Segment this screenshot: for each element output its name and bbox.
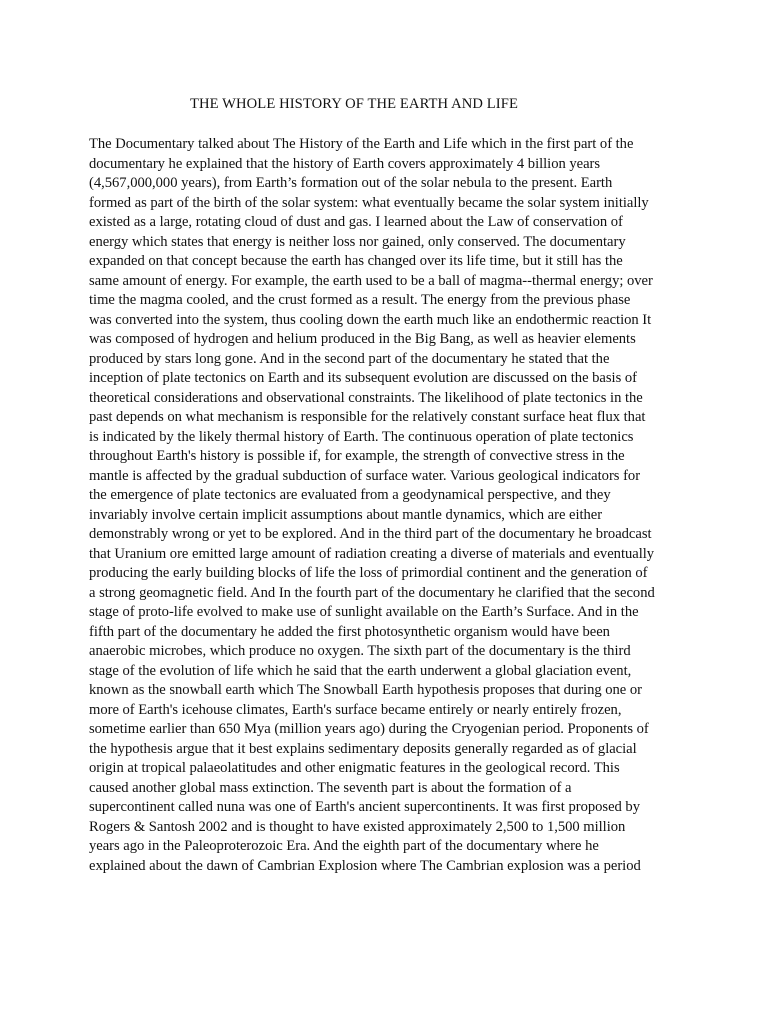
body-text-line: the emergence of plate tectonics are evaluated from a geodynamical perspective, and they xyxy=(89,487,611,503)
body-text-line: throughout Earth's history is possible if, for example, the strength of convective stress in the xyxy=(89,448,625,464)
body-text-line: that Uranium ore emitted large amount of radiation creating a diverse of materials and eventually xyxy=(89,545,655,562)
body-text-line: the hypothesis argue that it best explains sedimentary deposits generally regarded as of glacial xyxy=(89,740,637,757)
body-text-line: supercontinent called nuna was one of Earth's ancient supercontinents. It was first proposed by xyxy=(89,799,640,815)
body-text-line: known as the snowball earth which The Snowball Earth hypothesis proposes that during one or xyxy=(89,682,643,698)
body-text-line: stage of proto-life evolved to make use of sunlight available on the Earth’s Surface. And in the xyxy=(89,604,639,620)
body-text-line: explained about the dawn of Cambrian Explosion where The Cambrian explosion was a period xyxy=(89,857,641,874)
body-text-line: (4,567,000,000 years), from Earth’s formation out of the solar nebula to the present. Earth xyxy=(89,175,613,191)
body-text-line: fifth part of the documentary he added the first photosynthetic organism would have been xyxy=(89,623,610,640)
body-text-line: produced by stars long gone. And in the second part of the documentary he stated that the xyxy=(89,350,610,367)
body-text-line: years ago in the Paleoproterozoic Era. And the eighth part of the documentary where he xyxy=(89,838,599,854)
body-text-line: caused another global mass extinction. The seventh part is about the formation of a xyxy=(89,779,572,796)
body-text-line: past depends on what mechanism is responsible for the relatively constant surface heat flux that xyxy=(89,409,646,425)
body-text-line: documentary he explained that the history of Earth covers approximately 4 billion years xyxy=(89,155,601,172)
body-text-line: invariably involve certain implicit assumptions about mantle dynamics, which are either xyxy=(89,506,603,523)
body-text-line: more of Earth's icehouse climates, Earth's surface became entirely or nearly entirely frozen, xyxy=(89,701,622,718)
document-body xyxy=(89,135,689,876)
body-text-line: was converted into the system, thus cooling down the earth much like an endothermic reaction It xyxy=(89,311,652,328)
body-text-line: demonstrably wrong or yet to be explored. And in the third part of the documentary he broadcast xyxy=(89,526,652,542)
body-text-line: mantle is affected by the gradual subduction of surface water. Various geological indicators for xyxy=(89,467,641,484)
body-text-line: existed as a large, rotating cloud of dust and gas. I learned about the Law of conservation of xyxy=(89,214,623,230)
document-title: THE WHOLE HISTORY OF THE EARTH AND LIFE xyxy=(190,96,518,112)
body-text-line: was composed of hydrogen and helium produced in the Big Bang, as well as heavier elements xyxy=(89,331,636,347)
body-text-line: stage of the evolution of life which he said that the earth underwent a global glaciation event, xyxy=(89,662,632,679)
body-text-line: energy which states that energy is neither loss nor gained, only conserved. The documentary xyxy=(89,233,626,250)
body-text-line: a strong geomagnetic field. And In the fourth part of the documentary he clarified that the second xyxy=(89,584,655,601)
body-text-line: same amount of energy. For example, the earth used to be a ball of magma--thermal energy; over xyxy=(89,272,653,289)
body-text-line: Rogers & Santosh 2002 and is thought to have existed approximately 2,500 to 1,500 million xyxy=(89,818,626,835)
body-text-line: producing the early building blocks of life the loss of primordial continent and the generation of xyxy=(89,565,648,581)
body-text-line: origin at tropical palaeolatitudes and other enigmatic features in the geological record. This xyxy=(89,760,620,776)
body-text-line: The Documentary talked about The History of the Earth and Life which in the first part of the xyxy=(89,136,634,152)
body-text-line: is indicated by the likely thermal history of Earth. The continuous operation of plate tectonics xyxy=(89,428,634,445)
body-text-line: formed as part of the birth of the solar system: what eventually became the solar system initially xyxy=(89,194,649,211)
body-text-line: sometime earlier than 650 Mya (million years ago) during the Cryogenian period. Proponents of xyxy=(89,721,649,737)
body-text-line: time the magma cooled, and the crust formed as a result. The energy from the previous phase xyxy=(89,292,631,308)
body-text-line: inception of plate tectonics on Earth and its subsequent evolution are discussed on the basis of xyxy=(89,370,637,386)
body-text-line: theoretical considerations and observational constraints. The likelihood of plate tectonics in the xyxy=(89,389,643,406)
body-text-line: expanded on that concept because the earth has changed over its life time, but it still has the xyxy=(89,253,623,269)
body-text-line: anaerobic microbes, which produce no oxygen. The sixth part of the documentary is the third xyxy=(89,643,631,659)
